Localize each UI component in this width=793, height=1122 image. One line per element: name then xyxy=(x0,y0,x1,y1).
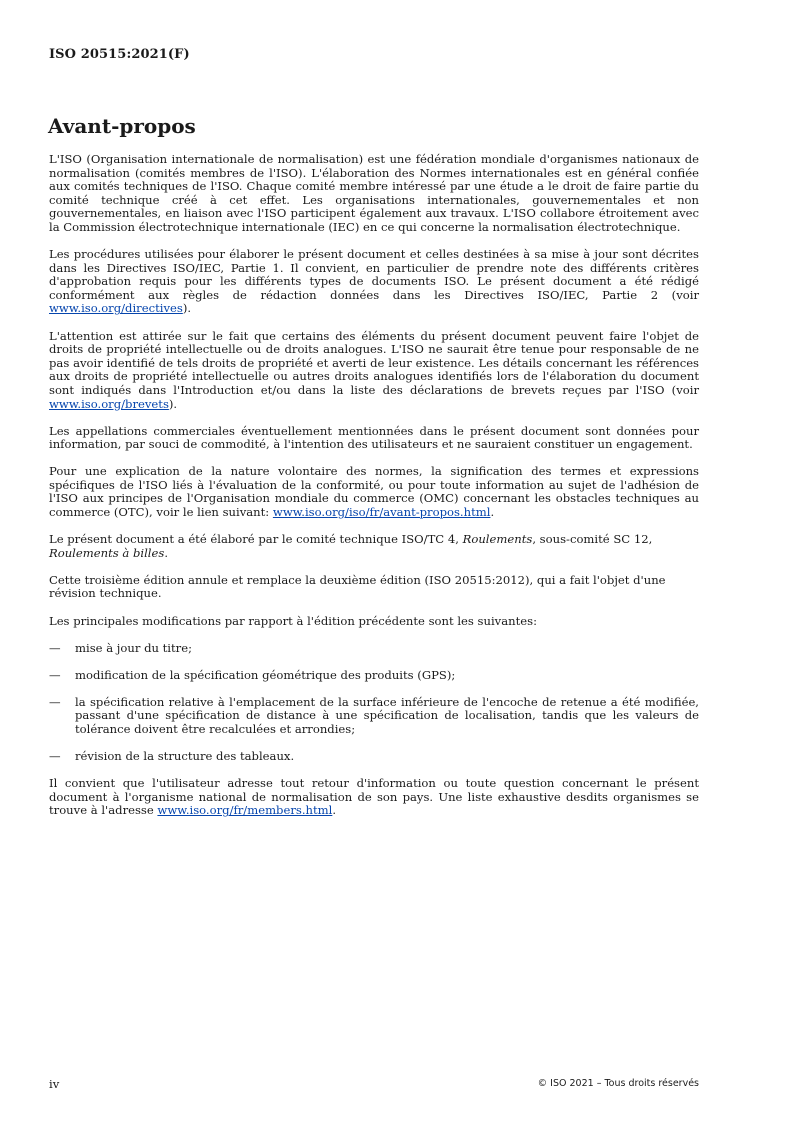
patents-link[interactable]: www.iso.org/brevets xyxy=(49,396,169,411)
paragraph-committee: Le présent document a été élaboré par le comité technique ISO/TC 4, Roulements, sous-comité SC 12, Roulements à billes. xyxy=(49,532,653,560)
foreword-link[interactable]: www.iso.org/iso/fr/avant-propos.html xyxy=(272,505,491,520)
paragraph-voluntary-nature: Pour une explication de la nature volontaire des normes, la signification des termes et expressions spécifiques de l'ISO liés à l'évaluation de la conformité, ou pour toute information au sujet de l'adhésion de l'ISO aux principes de l'Organisation mondiale du commerce (OMC) concernant les obstacles techniques au commerce (OTC), voir le lien suivant: www.iso.org/iso/fr/avant-propos.html. xyxy=(49,464,699,520)
directives-link[interactable]: www.iso.org/directives xyxy=(49,301,183,316)
list-item: — mise à jour du titre; xyxy=(49,640,192,655)
copyright-notice: © ISO 2021 – Tous droits réservés xyxy=(537,1078,699,1089)
paragraph-changes-intro: Les principales modifications par rapport à l'édition précédente sont les suivantes: xyxy=(49,613,537,628)
page-number: iv xyxy=(49,1077,60,1091)
document-id: ISO 20515:2021(F) xyxy=(49,47,190,62)
list-item: — la spécification relative à l'emplacement de la surface inférieure de l'encoche de retenue a été modifiée, passant d'une spécification de distance à une spécification de localisation, tandis que les valeurs de tolérance doivent être recalculées et arrondies; xyxy=(49,694,699,736)
list-item: — modification de la spécification géométrique des produits (GPS); xyxy=(49,667,456,682)
paragraph-feedback: Il convient que l'utilisateur adresse tout retour d'information ou toute question concernant le présent document à l'organisme national de normalisation de son pays. Une liste exhaustive desdits organismes se trouve à l'adresse www.iso.org/fr/members.html. xyxy=(49,776,699,818)
list-item: — révision de la structure des tableaux. xyxy=(49,749,295,764)
paragraph-edition: Cette troisième édition annule et remplace la deuxième édition (ISO 20515:2012), qui a fait l'objet d'une révision technique. xyxy=(49,572,666,601)
members-link[interactable]: www.iso.org/fr/members.html xyxy=(157,803,333,818)
paragraph-trade-names: Les appellations commerciales éventuellement mentionnées dans le présent document sont données pour information, par souci de commodité, à l'intention des utilisateurs et ne sauraient constituer un engagement. xyxy=(49,423,699,452)
paragraph-iso-intro: L'ISO (Organisation internationale de normalisation) est une fédération mondiale d'organismes nationaux de normalisation (comités membres de l'ISO). L'élaboration des Normes internationales est en général confiée aux comités techniques de l'ISO. Chaque comité membre intéressé par une étude a le droit de faire partie du comité technique créé à cet effet. Les organisations internationales, gouvernementales et non gouvernementales, en liaison avec l'ISO participent également aux travaux. L'ISO collabore étroitement avec la Commission électrotechnique internationale (IEC) en ce qui concerne la normalisation électrotechnique. xyxy=(49,152,699,234)
section-title: Avant-propos xyxy=(48,114,196,138)
foreword-body xyxy=(49,153,699,831)
paragraph-procedures: Les procédures utilisées pour élaborer le présent document et celles destinées à sa mise à jour sont décrites dans les Directives ISO/IEC, Partie 1. Il convient, en particulier de prendre note des différents critères d'approbation requis pour les différents types de documents ISO. Le présent document a été rédigé conformément aux règles de rédaction données dans les Directives ISO/IEC, Partie 2 (voir www.iso.org/directives). xyxy=(49,247,699,316)
paragraph-patents: L'attention est attirée sur le fait que certains des éléments du présent document peuvent faire l'objet de droits de propriété intellectuelle ou de droits analogues. L'ISO ne saurait être tenue pour responsable de ne pas avoir identifié de tels droits de propriété et averti de leur existence. Les détails concernant les références aux droits de propriété intellectuelle ou autres droits analogues identifiés lors de l'élaboration du document sont indiqués dans l'Introduction et/ou dans la liste des déclarations de brevets reçues par l'ISO (voir www.iso.org/brevets). xyxy=(49,328,699,411)
